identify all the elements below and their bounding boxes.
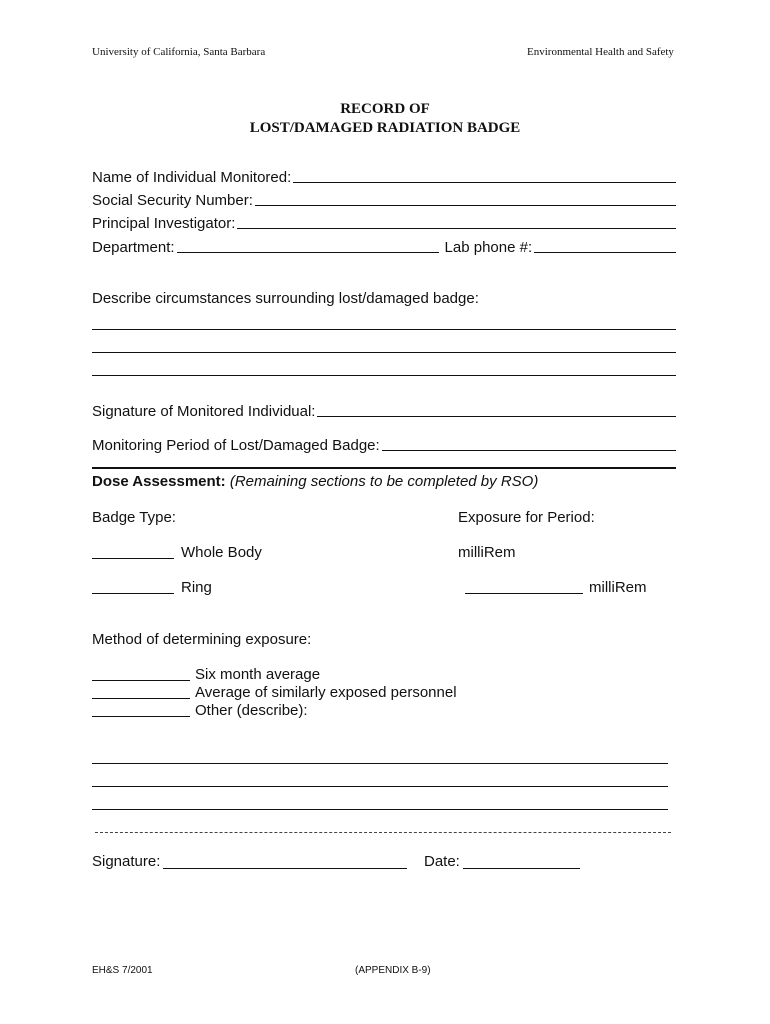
department-label: Department: xyxy=(92,239,175,256)
whole-body-label: Whole Body xyxy=(181,544,262,561)
name-line[interactable] xyxy=(293,181,676,183)
whole-body-blank[interactable] xyxy=(92,558,174,559)
header-institution: University of California, Santa Barbara xyxy=(92,46,266,58)
other-line-2[interactable] xyxy=(92,786,668,787)
other-line-1[interactable] xyxy=(92,763,668,764)
title-line-1: RECORD OF xyxy=(340,101,430,117)
date-label: Date: xyxy=(424,853,460,870)
dose-heading-text: Dose Assessment: xyxy=(92,473,226,490)
title-line-2: LOST/DAMAGED RADIATION BADGE xyxy=(249,120,521,136)
signature-label: Signature: xyxy=(92,853,161,870)
describe-line-1[interactable] xyxy=(92,329,676,330)
millirem-label-1: milliRem xyxy=(458,544,516,561)
monitoring-period-label: Monitoring Period of Lost/Damaged Badge: xyxy=(92,437,380,454)
lab-phone-line[interactable] xyxy=(534,251,676,253)
ring-label: Ring xyxy=(181,579,212,596)
pi-line[interactable] xyxy=(237,227,676,229)
section-divider xyxy=(92,467,676,469)
lab-phone-label: Lab phone #: xyxy=(444,239,533,256)
six-month-blank[interactable] xyxy=(92,680,190,681)
badge-type-label: Badge Type: xyxy=(92,509,176,526)
footer-revision: EH&S 7/2001 xyxy=(92,965,153,976)
date-line[interactable] xyxy=(463,868,580,869)
dose-note-text: (Remaining sections to be completed by RSO) xyxy=(229,473,539,490)
name-label: Name of Individual Monitored: xyxy=(92,169,292,186)
department-line[interactable] xyxy=(177,251,439,253)
signature-monitored-line[interactable] xyxy=(317,415,676,417)
other-line-3[interactable] xyxy=(92,809,668,810)
millirem-label-2: milliRem xyxy=(589,579,647,596)
pi-label: Principal Investigator: xyxy=(92,215,236,232)
signature-monitored-label: Signature of Monitored Individual: xyxy=(92,403,316,420)
dose-assessment-heading xyxy=(92,473,538,490)
pi-field[interactable] xyxy=(92,212,676,232)
signature-monitored-field[interactable] xyxy=(92,400,676,420)
header-department: Environmental Health and Safety xyxy=(527,46,674,58)
other-line-4[interactable] xyxy=(95,832,671,833)
ssn-label: Social Security Number: xyxy=(92,192,253,209)
monitoring-period-field[interactable] xyxy=(92,434,676,454)
footer-appendix: (APPENDIX B-9) xyxy=(355,965,431,976)
other-blank[interactable] xyxy=(92,716,190,717)
six-month-option: Six month average xyxy=(195,666,321,683)
ssn-line[interactable] xyxy=(255,204,676,206)
other-option: Other (describe): xyxy=(195,702,308,719)
method-heading: Method of determining exposure: xyxy=(92,631,312,648)
describe-line-2[interactable] xyxy=(92,352,676,353)
ring-blank[interactable] xyxy=(92,593,174,594)
signature-line[interactable] xyxy=(163,868,407,869)
similar-personnel-option: Average of similarly exposed personnel xyxy=(195,684,457,701)
monitoring-period-line[interactable] xyxy=(382,449,676,451)
name-field[interactable] xyxy=(92,166,676,186)
similar-personnel-blank[interactable] xyxy=(92,698,190,699)
exposure-period-label: Exposure for Period: xyxy=(458,509,595,526)
describe-line-3[interactable] xyxy=(92,375,676,376)
department-field[interactable] xyxy=(92,236,676,256)
describe-label: Describe circumstances surrounding lost/damaged badge: xyxy=(92,290,479,307)
millirem-blank[interactable] xyxy=(465,593,583,594)
ssn-field[interactable] xyxy=(92,189,676,209)
